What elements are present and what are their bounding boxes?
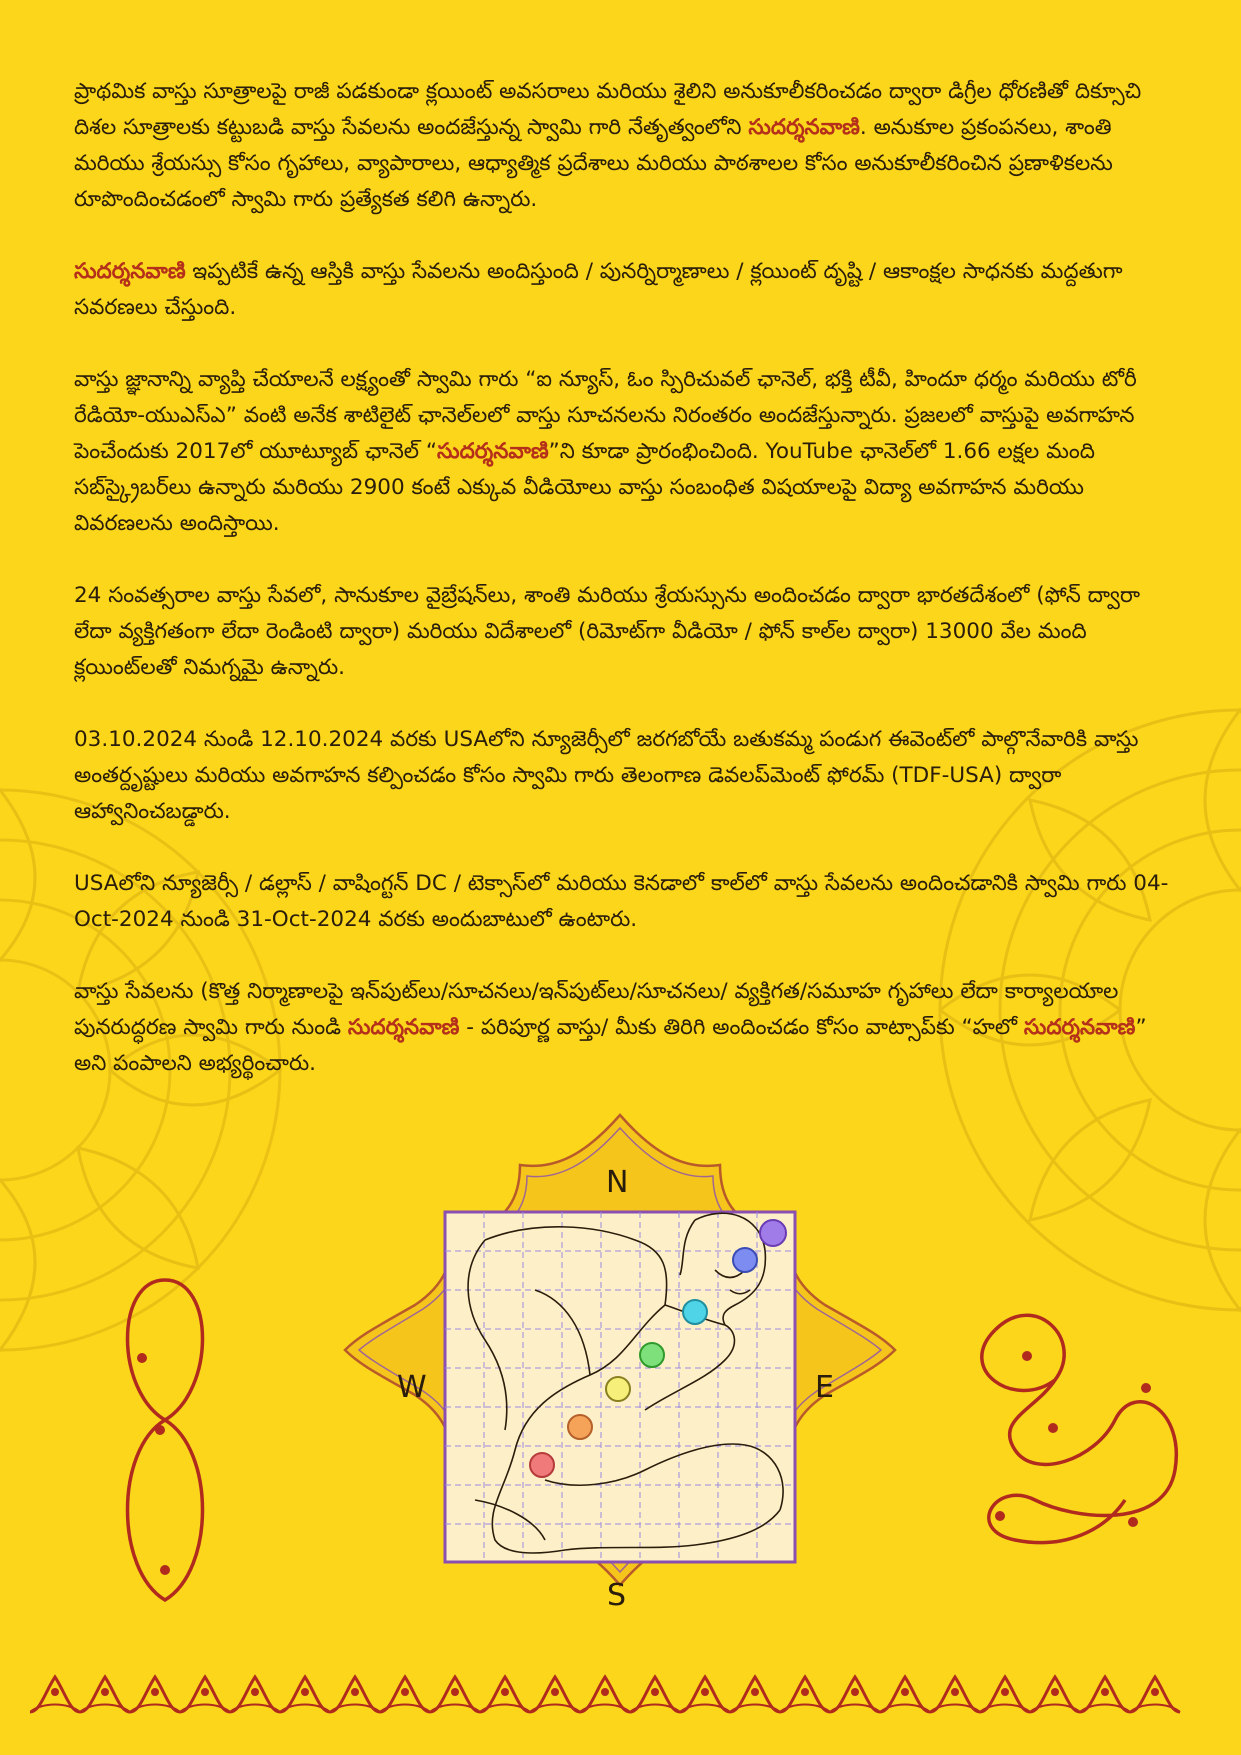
compass-south-label: S <box>607 1578 627 1613</box>
vastu-figure <box>335 1110 905 1640</box>
paragraph-5-text-a: 03.10.2024 నుండి 12.10.2024 వరకు USAలోని న్యూజెర్సీలో జరగబోయే బతుకమ్మ పండుగ ఈవెంట్‌లో పాల్గొనేవారికి వాస్తు అంతర్దృష్టులు మరియు అవగాహన కల్పించడం కోసం స్వామి గారు తెలంగాణ డెవలప్‌మెంట్ ఫోరమ్ (TDF-USA) ద్వారా ఆహ్వానించబడ్డారు. <box>74 727 1139 824</box>
kolam-border <box>30 1672 1211 1722</box>
paragraph-3 <box>74 362 1174 542</box>
compass-east-label: E <box>815 1370 834 1405</box>
brand-name: సుదర్శనవాణి <box>748 115 860 140</box>
paragraph-1 <box>74 74 1174 218</box>
kolam-ornament-left <box>120 1270 210 1610</box>
paragraph-7 <box>74 974 1174 1082</box>
brand-name: సుదర్శనవాణి <box>347 1015 460 1040</box>
paragraph-1-text-a: ప్రాథమిక వాస్తు సూత్రాలపై రాజీ పడకుండా క్లయింట్ అవసరాలు మరియు శైలిని అనుకూలీకరించడం ద్వారా డిగ్రీల ధోరణితో దిక్సూచి దిశల సూత్రాలకు కట్టుబడి వాస్తు సేవలను అందజేస్తున్న స్వామి గారి నేతృత్వంలోని <box>74 79 1142 140</box>
paragraph-7-text-a: వాస్తు సేవలను (కొత్త నిర్మాణాలపై ఇన్‌పుట్‌లు/సూచనలు/ఇన్‌పుట్‌లు/సూచనలు/ వ్యక్తిగత/సమూహ గృహాలు లేదా కార్యాలయాల పునరుద్ధరణ స్వామి గారు నుండి <box>74 979 1119 1040</box>
paragraph-7-text-b: - పరిపూర్ణ వాస్తు/ మీకు తిరిగి అందించడం కోసం వాట్సాప్‌కు “హలో <box>459 1015 1024 1040</box>
paragraph-5 <box>74 722 1174 830</box>
main-content <box>74 74 1174 1118</box>
paragraph-4 <box>74 578 1174 686</box>
compass-north-label: N <box>606 1165 629 1200</box>
compass-west-label: W <box>397 1370 427 1405</box>
brand-name: సుదర్శనవాణి <box>437 439 549 464</box>
paragraph-2-text-a: ఇప్పటికే ఉన్న ఆస్తికి వాస్తు సేవలను అందిస్తుంది / పునర్నిర్మాణాలు / క్లయింట్ దృష్టి / ఆకాంక్షల సాధనకు మద్దతుగా సవరణలు చేస్తుంది. <box>74 259 1123 320</box>
paragraph-3-text-a: వాస్తు జ్ఞానాన్ని వ్యాప్తి చేయాలనే లక్ష్యంతో స్వామి గారు “ఐ న్యూస్, ఓం స్పిరిచువల్ ఛానెల్, భక్తి టీవీ, హిందూ ధర్మం మరియు టోరీ రేడియో-యుఎస్ఎ” వంటి అనేక శాటిలైట్ ఛానెల్‌లలో వాస్తు సూచనలను నిరంతరం అందజేస్తున్నారు. ప్రజలలో వాస్తుపై అవగాహన పెంచేందుకు 2017లో యూట్యూబ్ ఛానెల్ “ <box>74 367 1137 464</box>
brand-name: సుదర్శనవాణి <box>1023 1015 1136 1040</box>
paragraph-6-text-a: USAలోని న్యూజెర్సీ / డల్లాస్ / వాషింగ్టన్ DC / టెక్సాస్‌లో మరియు కెనడాలో కాల్‌లో వాస్తు సేవలను అందించడానికి స్వామి గారు 04-Oct-2024 నుండి 31-Oct-2024 వరకు అందుబాటులో ఉంటారు. <box>74 871 1169 932</box>
paragraph-3-text-b: ”ని కూడా ప్రారంభించింది. YouTube ఛానెల్‌లో 1.66 లక్షల మంది సబ్‌స్క్రైబర్‌లు ఉన్నారు మరియు 2900 కంటే ఎక్కువ వీడియోలు వాస్తు సంబంధిత విషయాలపై విద్యా అవగాహన మరియు వివరణలను అందిస్తాయి. <box>74 439 1095 536</box>
paragraph-7-text-c: ” అని పంపాలని అభ్యర్థించారు. <box>74 1015 1147 1076</box>
brand-name: సుదర్శనవాణి <box>74 259 186 284</box>
paragraph-2 <box>74 254 1174 326</box>
paragraph-6 <box>74 866 1174 938</box>
paragraph-4-text-a: 24 సంవత్సరాల వాస్తు సేవలో, సానుకూల వైబ్రేషన్‌లు, శాంతి మరియు శ్రేయస్సును అందించడం ద్వారా భారతదేశంలో (ఫోన్ ద్వారా లేదా వ్యక్తిగతంగా లేదా రెండింటి ద్వారా) మరియు విదేశాలలో (రిమోట్‌గా వీడియో / ఫోన్ కాల్‌ల ద్వారా) 13000 వేల మంది క్లయింట్‌లతో నిమగ్నమై ఉన్నారు. <box>74 583 1141 680</box>
paragraph-1-text-b: . అనుకూల ప్రకంపనలు, శాంతి మరియు శ్రేయస్సు కోసం గృహాలు, వ్యాపారాలు, ఆధ్యాత్మిక ప్రదేశాలు మరియు పాఠశాలల కోసం అనుకూలీకరించిన ప్రణాళికలను రూపొందించడంలో స్వామి గారు ప్రత్యేకత కలిగి ఉన్నారు. <box>74 115 1113 212</box>
kolam-ornament-right <box>955 1300 1185 1550</box>
